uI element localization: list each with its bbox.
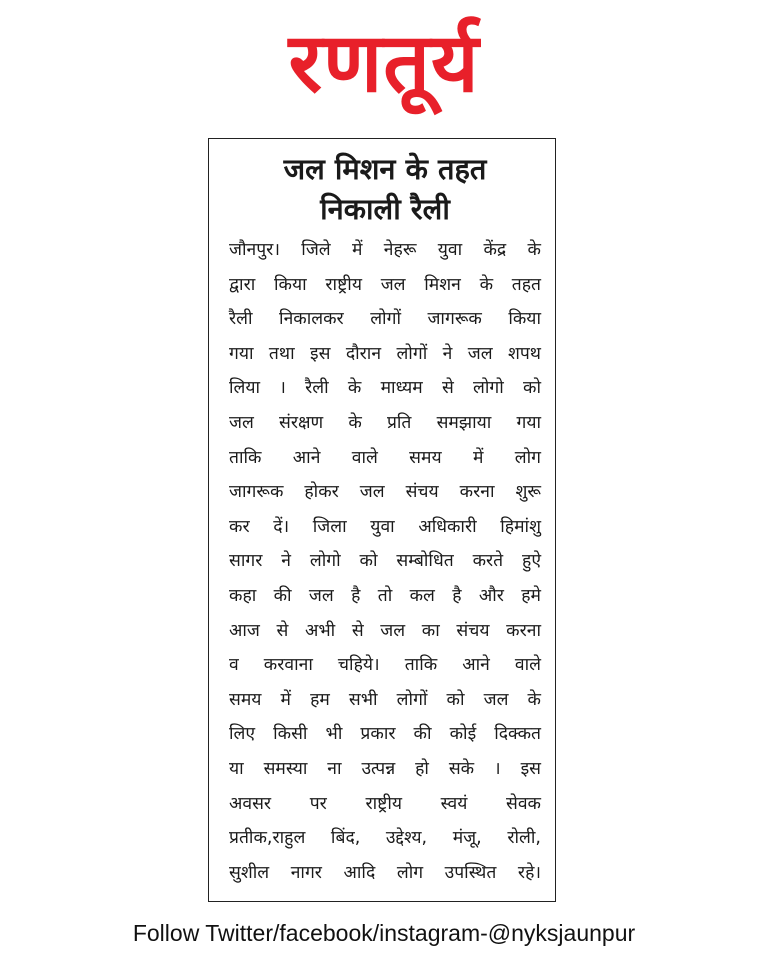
body-line: अवसर पर राष्ट्रीय स्वयं सेवक (229, 793, 541, 814)
body-line: ताकि आने वाले समय में लोग (229, 447, 541, 468)
body-line: सागर ने लोगो को सम्बोधित करते हुऐ (229, 551, 541, 572)
body-line: व करवाना चहिये। ताकि आने वाले (229, 655, 541, 676)
body-line: कहा की जल है तो कल है और हमे (229, 585, 541, 606)
body-line: या समस्या ना उत्पन्न हो सके । इस (229, 758, 541, 779)
article-body (229, 233, 541, 890)
body-line: जौनपुर। जिले में नेहरू युवा केंद्र के (229, 240, 541, 260)
headline-line: निकाली रैली (320, 192, 450, 226)
newspaper-name: रणतूर्य (288, 16, 480, 111)
body-line: सुशील नागर आदि लोग उपस्थित रहे। (229, 862, 541, 883)
body-line: कर दें। जिला युवा अधिकारी हिमांशु (229, 516, 541, 537)
social-follow-text: Follow Twitter/facebook/instagram-@nyksjaunpur (132, 920, 636, 946)
body-line: गया तथा इस दौरान लोगों ने जल शपथ (229, 343, 541, 364)
body-line: जागरूक होकर जल संचय करना शुरू (229, 482, 541, 503)
body-line: प्रतीक,राहुल बिंद, उद्देश्य, मंजू, रोली, (229, 828, 541, 849)
body-line: लिया । रैली के माध्यम से लोगो को (229, 378, 541, 399)
headline-line: जल मिशन के तहत (283, 152, 487, 186)
news-clipping (208, 138, 556, 902)
masthead (0, 0, 768, 130)
body-line: लिए किसी भी प्रकार की कोई दिक्कत (229, 724, 541, 745)
body-line: जल संरक्षण के प्रति समझाया गया (229, 412, 541, 433)
body-line: आज से अभी से जल का संचय करना (229, 620, 541, 641)
body-line: रैली निकालकर लोगों जागरूक किया (229, 309, 541, 330)
body-line: द्वारा किया राष्ट्रीय जल मिशन के तहत (229, 274, 541, 295)
body-line: समय में हम सभी लोगों को जल के (229, 689, 541, 710)
article-headline (229, 149, 541, 229)
